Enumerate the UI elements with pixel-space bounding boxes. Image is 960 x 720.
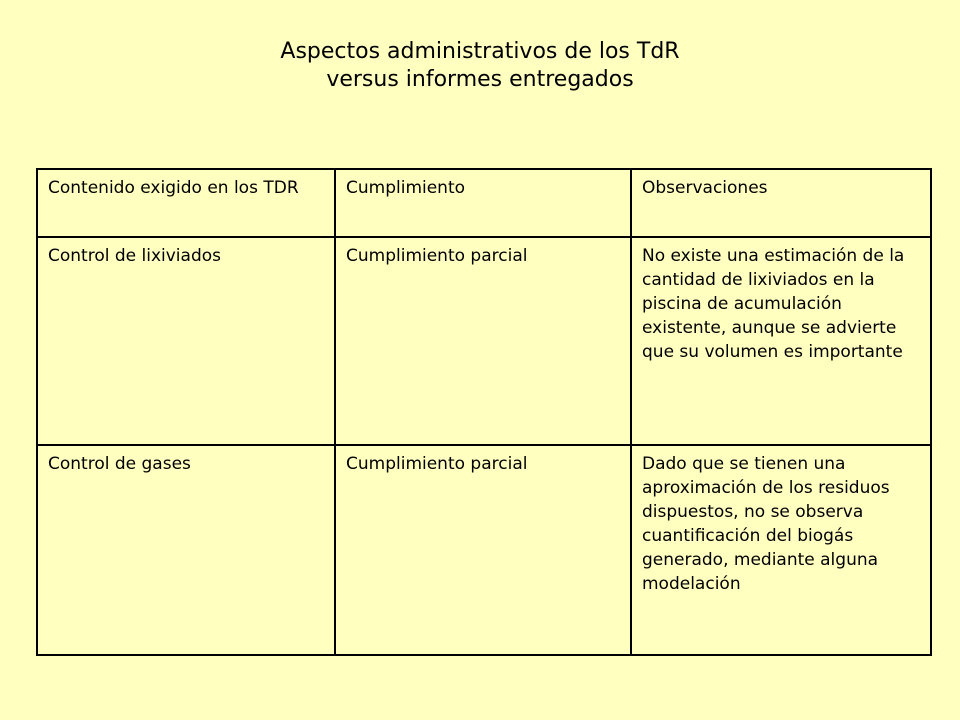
header-cell-cumplimiento bbox=[335, 169, 631, 237]
cell-observaciones-text: Dado que se tienen una aproximación de los residuos dispuestos, no se observa cuantificación del biogás generado, mediante alguna modelación bbox=[642, 454, 890, 594]
cell-cumplimiento-text: Cumplimiento parcial bbox=[346, 246, 528, 266]
table-row bbox=[37, 237, 931, 445]
header-contenido-label: Contenido exigido en los TDR bbox=[48, 178, 299, 198]
slide-title-line-2: versus informes entregados bbox=[326, 67, 634, 92]
cell-contenido bbox=[37, 445, 335, 655]
cell-observaciones-text: No existe una estimación de la cantidad de lixiviados en la piscina de acumulación existente, aunque se advierte que su volumen es importante bbox=[642, 246, 905, 362]
cell-contenido-text: Control de lixiviados bbox=[48, 246, 221, 266]
table-row bbox=[37, 445, 931, 655]
slide-title bbox=[0, 38, 960, 94]
header-cumplimiento-label: Cumplimiento bbox=[346, 178, 466, 198]
cell-contenido-text: Control de gases bbox=[48, 454, 191, 474]
header-cell-observaciones bbox=[631, 169, 931, 237]
cell-observaciones bbox=[631, 445, 931, 655]
cell-cumplimiento bbox=[335, 445, 631, 655]
table-header-row bbox=[37, 169, 931, 237]
cell-cumplimiento bbox=[335, 237, 631, 445]
cell-cumplimiento-text: Cumplimiento parcial bbox=[346, 454, 528, 474]
cell-contenido bbox=[37, 237, 335, 445]
cell-observaciones bbox=[631, 237, 931, 445]
slide-title-line-1: Aspectos administrativos de los TdR bbox=[280, 39, 680, 64]
compliance-table bbox=[36, 168, 932, 656]
header-observaciones-label: Observaciones bbox=[642, 178, 768, 198]
header-cell-contenido bbox=[37, 169, 335, 237]
